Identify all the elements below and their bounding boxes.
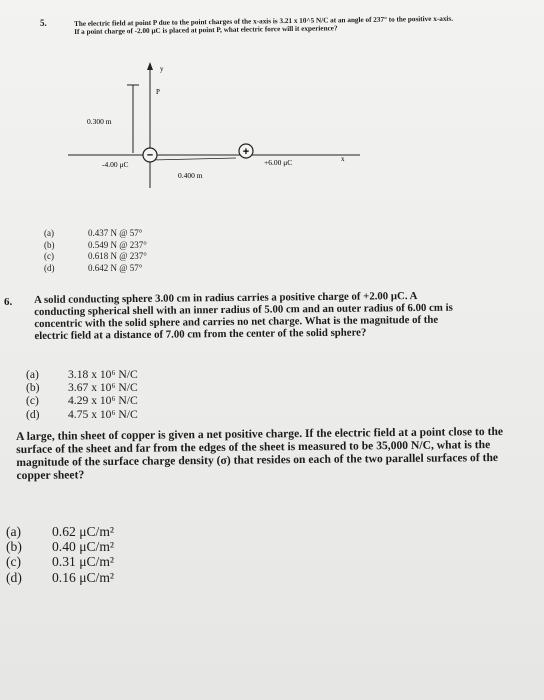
choice-d[interactable]: (d) 0.642 N @ 57° (44, 262, 143, 273)
question-7-choices (6, 524, 114, 585)
choice-a[interactable]: (a) 0.437 N @ 57° (44, 228, 143, 238)
question-6-number: 6. (4, 296, 13, 308)
choice-b[interactable]: (b) 0.40 μC/m² (6, 539, 114, 555)
question-7-text: A large, thin sheet of copper is given a net positive charge. If the electric field at a point close to the surface of the sheet and far from the edges of the sheet is measured to be 35,000 N/C, what is the magnitude of the surface charge density (σ) that resides on each of the two parallel surfaces of the copper sheet? (16, 424, 504, 482)
negative-sign: − (146, 149, 154, 162)
x-axis-label: x (341, 155, 345, 163)
point-p-label: P (156, 88, 160, 96)
positive-sign: + (242, 146, 250, 158)
question-6-text: A solid conducting sphere 3.00 cm in radius carries a positive charge of +2.00 μC. A conducting spherical shell with an inner radius of 5.00 cm and an outer radius of 6.00 cm is concentric with the solid sphere and carries no net charge. What is the magnitude of the electric field at a distance of 7.00 cm from the center of the solid sphere? (33, 289, 453, 342)
choice-b[interactable]: (b) 3.67 x 10⁶ N/C (26, 381, 138, 395)
horizontal-distance-label: 0.400 m (178, 171, 203, 180)
choice-a[interactable]: (a) 0.62 μC/m² (6, 524, 114, 539)
right-charge-label: +6.00 μC (264, 158, 293, 167)
question-5-text: The electric field at point P due to the point charges of the x-axis is 3.21 x 10^5 N/C at an angle of 237° to the positive x-axis. If a point charge of -2.00 μC is placed at point P, what electric force will it experience? (74, 14, 454, 37)
y-axis-arrowhead (147, 62, 153, 70)
choice-c[interactable]: (c) 4.29 x 10⁶ N/C (26, 394, 138, 408)
choice-c[interactable]: (c) 0.618 N @ 237° (44, 251, 147, 262)
choice-b[interactable]: (b) 0.549 N @ 237° (44, 239, 147, 250)
question-5-choices (44, 228, 147, 274)
vertical-distance-label: 0.300 m (87, 117, 112, 126)
horizontal-distance-marker (152, 158, 236, 160)
question-5-number: 5. (40, 18, 47, 28)
choice-a[interactable]: (a) 3.18 x 10⁶ N/C (26, 368, 138, 381)
choice-d[interactable]: (d) 0.16 μC/m² (6, 569, 114, 585)
y-axis-label: y (160, 65, 164, 73)
choice-d[interactable]: (d) 4.75 x 10⁶ N/C (26, 407, 138, 421)
left-charge-label: -4.00 μC (102, 160, 129, 169)
choice-c[interactable]: (c) 0.31 μC/m² (6, 554, 114, 570)
question-6-choices (26, 368, 138, 421)
